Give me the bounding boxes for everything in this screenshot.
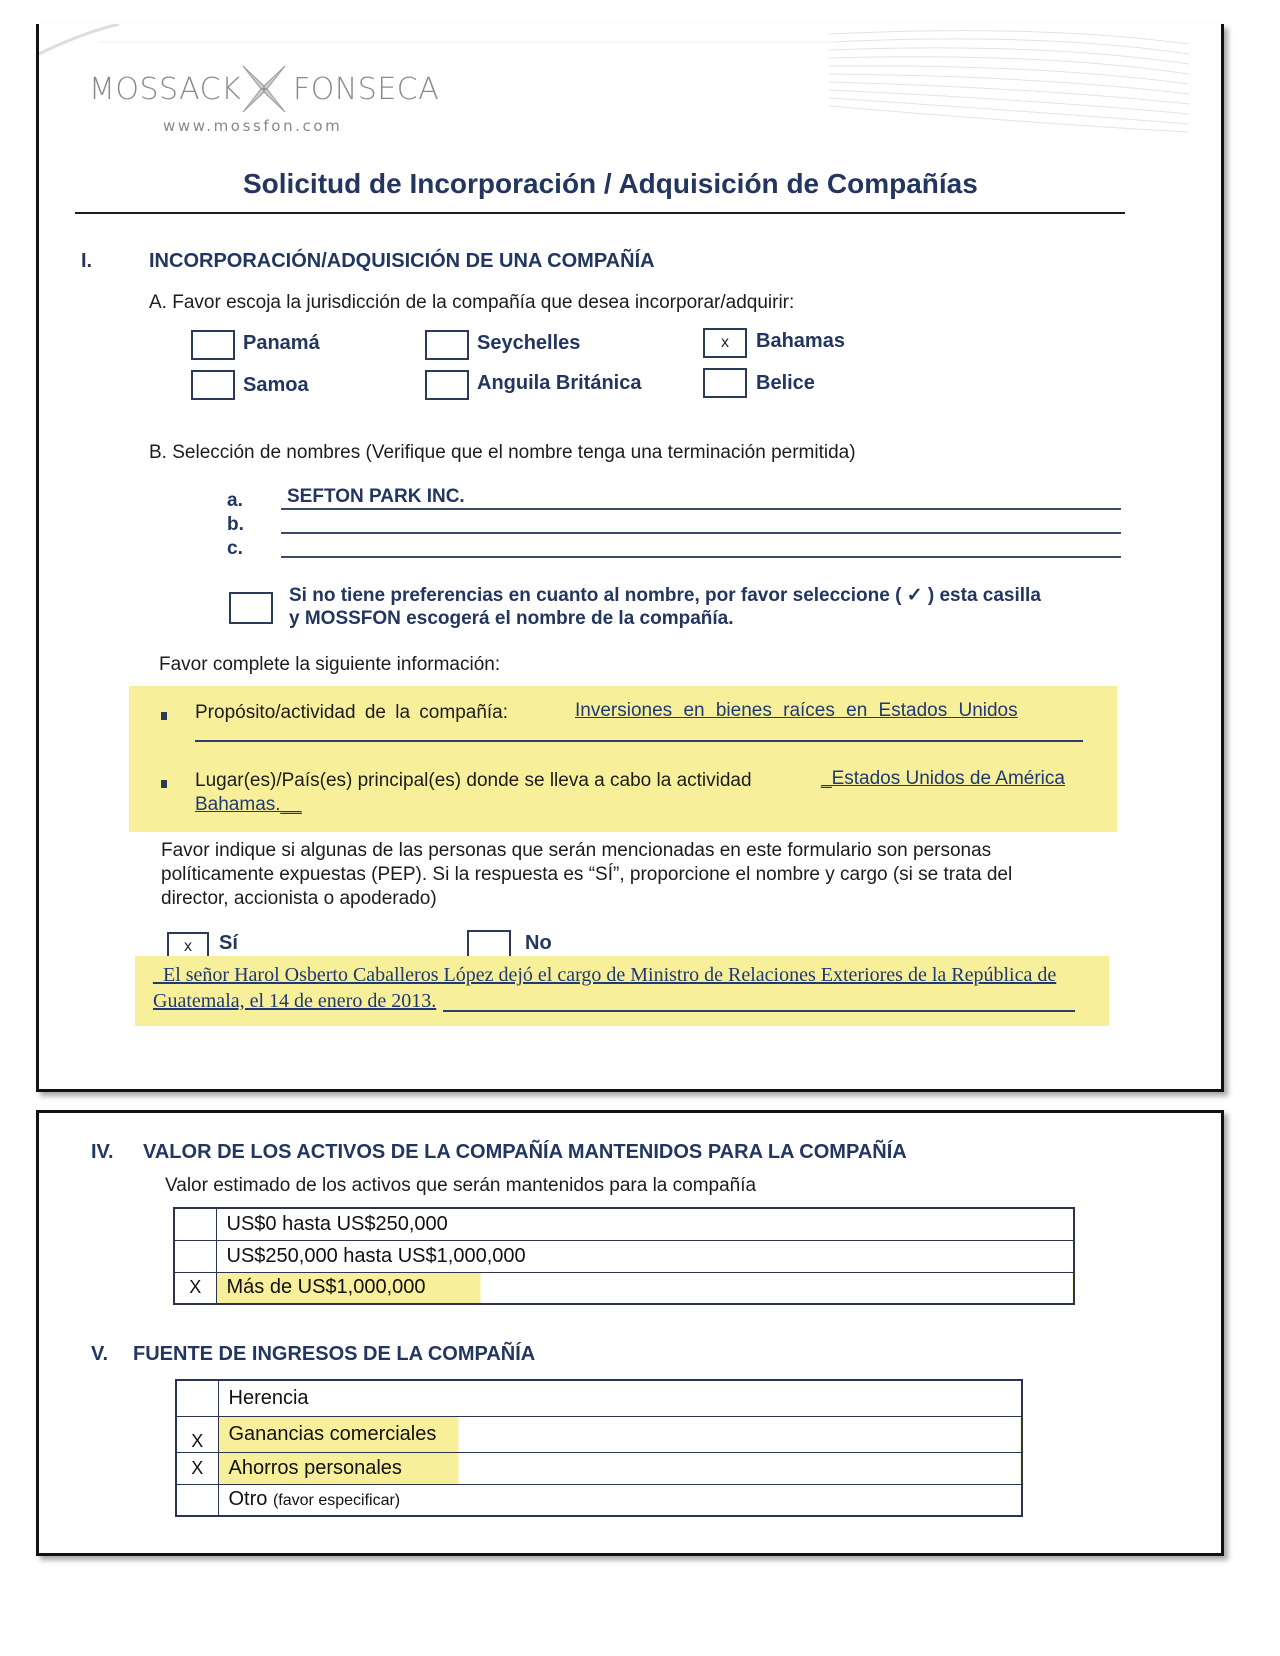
- no-preference-text-2: y MOSSFON escogerá el nombre de la compañía.: [289, 608, 734, 629]
- section-number-1: I.: [81, 250, 93, 272]
- table-row: [174, 1208, 1074, 1240]
- name-a-line: [281, 508, 1121, 510]
- purpose-line-2: [195, 740, 1083, 742]
- pep-no-label: No: [525, 932, 552, 954]
- income-mark-3[interactable]: [176, 1484, 218, 1516]
- assets-mark-0[interactable]: [174, 1208, 216, 1240]
- assets-label-0: US$0 hasta US$250,000: [216, 1208, 1074, 1240]
- table-row: [176, 1380, 1022, 1416]
- pep-question-3: director, accionista o apoderado): [161, 888, 437, 909]
- pep-answer-2[interactable]: Guatemala, el 14 de enero de 2013.: [153, 990, 437, 1012]
- option-belice: Belice: [756, 372, 815, 394]
- income-mark-0[interactable]: [176, 1380, 218, 1416]
- checkbox-panama[interactable]: [191, 330, 235, 360]
- checkbox-belice[interactable]: [703, 368, 747, 398]
- star-cross-logo-icon: [241, 64, 287, 114]
- table-row: [176, 1452, 1022, 1484]
- places-value-1[interactable]: _Estados Unidos de América: [821, 768, 1065, 789]
- jurisdiction-label: A. Favor escoja la jurisdicción de la compañía que desea incorporar/adquirir:: [149, 292, 795, 313]
- bullet-icon: [161, 712, 167, 720]
- logo-fonseca: FONSECA: [293, 72, 440, 107]
- name-letter-c: c.: [227, 538, 243, 559]
- table-row: [176, 1484, 1022, 1516]
- places-label: Lugar(es)/País(es) principal(es) donde se lleva a cabo la actividad: [195, 770, 752, 791]
- option-samoa: Samoa: [243, 374, 309, 396]
- section-heading-5: FUENTE DE INGRESOS DE LA COMPAÑÍA: [133, 1343, 536, 1365]
- website-url: www.mossfon.com: [163, 117, 343, 135]
- income-mark-1[interactable]: X: [176, 1416, 218, 1452]
- pep-answer-1[interactable]: _El señor Harol Osberto Caballeros López dejó el cargo de Ministro de Relaciones Exteriores de la República de: [153, 964, 1057, 986]
- logo-mossack: MOSSACK: [89, 72, 242, 107]
- assets-subtitle: Valor estimado de los activos que serán mantenidos para la compañía: [165, 1175, 757, 1196]
- income-label-1: Ganancias comerciales: [218, 1416, 1022, 1452]
- title-divider: [75, 212, 1125, 214]
- income-mark-2[interactable]: X: [176, 1452, 218, 1484]
- name-a-value[interactable]: SEFTON PARK INC.: [287, 486, 465, 507]
- income-other-note: (favor especificar): [272, 1492, 401, 1510]
- option-bahamas: Bahamas: [756, 330, 845, 352]
- form-page-section-4-5: [36, 1110, 1224, 1556]
- checkbox-samoa[interactable]: [191, 370, 235, 400]
- table-row: [174, 1240, 1074, 1272]
- assets-label-2: Más de US$1,000,000: [216, 1272, 1074, 1304]
- name-selection-label: B. Selección de nombres (Verifique que el nombre tenga una terminación permitida): [149, 442, 856, 463]
- checkbox-pep-yes[interactable]: x: [167, 932, 209, 960]
- bullet-icon: [161, 780, 167, 788]
- checkbox-seychelles[interactable]: [425, 330, 469, 360]
- income-label-2: Ahorros personales: [218, 1452, 1022, 1484]
- section-number-4: IV.: [91, 1141, 114, 1163]
- income-label-3: [218, 1484, 1022, 1516]
- assets-label-1: US$250,000 hasta US$1,000,000: [216, 1240, 1074, 1272]
- page-title: Solicitud de Incorporación / Adquisición de Compañías: [243, 168, 978, 199]
- table-row: [174, 1272, 1074, 1304]
- section-number-5: V.: [91, 1343, 109, 1365]
- assets-mark-1[interactable]: [174, 1240, 216, 1272]
- section-heading-4: VALOR DE LOS ACTIVOS DE LA COMPAÑÍA MANTENIDOS PARA LA COMPAÑÍA: [143, 1141, 907, 1163]
- name-letter-a: a.: [227, 490, 243, 511]
- pep-answer-line: [443, 1010, 1075, 1012]
- no-preference-text-1: Si no tiene preferencias en cuanto al nombre, por favor seleccione ( ✓ ) esta casilla: [289, 585, 1041, 606]
- assets-table: [173, 1207, 1075, 1305]
- assets-mark-2[interactable]: X: [174, 1272, 216, 1304]
- checkbox-bahamas[interactable]: x: [703, 328, 747, 358]
- places-value-2[interactable]: Bahamas.__: [195, 794, 302, 815]
- pep-question-2: políticamente expuestas (PEP). Si la respuesta es “SÍ”, proporcione el nombre y cargo (si se trata del: [161, 864, 1013, 885]
- section-heading-1: INCORPORACIÓN/ADQUISICIÓN DE UNA COMPAÑÍA: [149, 250, 655, 272]
- option-panama: Panamá: [243, 332, 320, 354]
- name-c-line: [281, 556, 1121, 558]
- complete-info-label: Favor complete la siguiente información:: [159, 654, 501, 675]
- checkbox-anguila[interactable]: [425, 370, 469, 400]
- name-letter-b: b.: [227, 514, 244, 535]
- pep-yes-label: Sí: [219, 932, 238, 954]
- option-seychelles: Seychelles: [477, 332, 581, 354]
- purpose-value[interactable]: Inversiones en bienes raíces en Estados Unidos: [575, 700, 1018, 721]
- table-row: [176, 1416, 1022, 1452]
- income-other-label: Otro: [228, 1488, 268, 1511]
- income-label-0: Herencia: [218, 1380, 1022, 1416]
- pep-question-1: Favor indique si algunas de las personas que serán mencionadas en este formulario son personas: [161, 840, 992, 861]
- form-page-section-1: [36, 24, 1224, 1092]
- checkbox-no-name-preference[interactable]: [229, 592, 273, 624]
- income-source-table: [175, 1379, 1023, 1517]
- name-b-line: [281, 532, 1121, 534]
- purpose-label: Propósito/actividad de la compañía:: [195, 702, 509, 723]
- option-anguila: Anguila Británica: [477, 372, 642, 394]
